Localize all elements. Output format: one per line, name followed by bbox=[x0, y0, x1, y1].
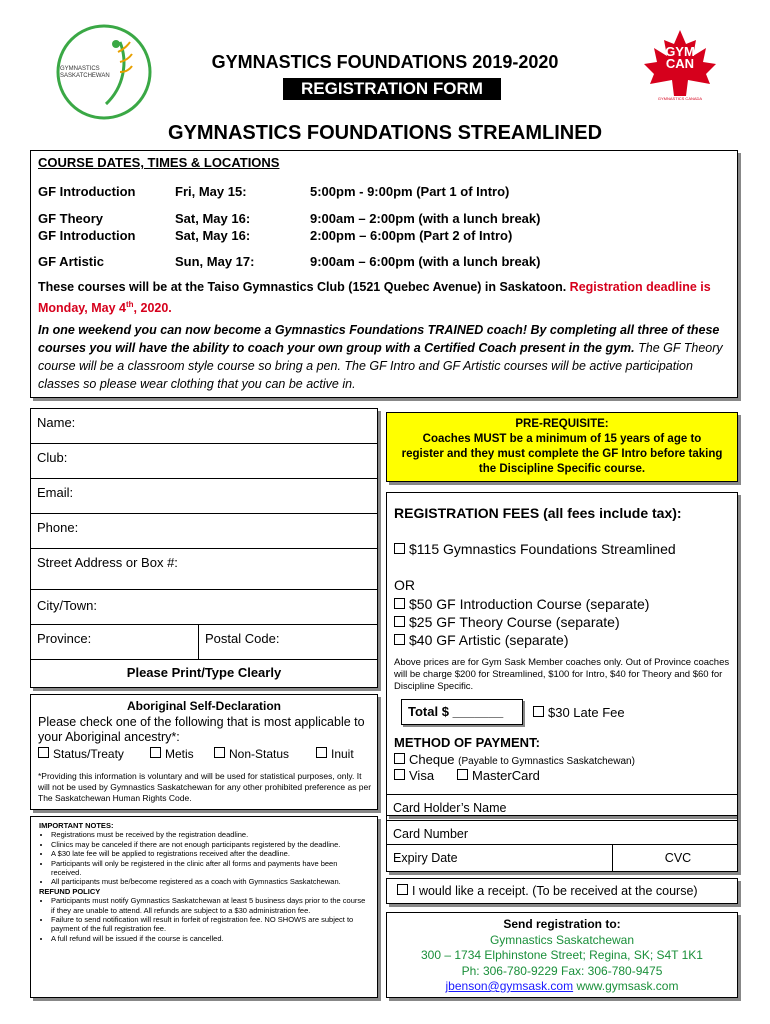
send-phone: Ph: 306-780-9229 Fax: 306-780-9475 bbox=[461, 963, 663, 978]
mastercard-label: MasterCard bbox=[472, 768, 540, 783]
note-item: • Participants will only be registered in the clinic after all forms and payments have been received. bbox=[51, 859, 369, 878]
postal-code-field[interactable] bbox=[199, 625, 377, 660]
total-field[interactable] bbox=[401, 699, 523, 725]
payment-visa[interactable] bbox=[394, 768, 434, 783]
course-time: 9:00am – 6:00pm (with a lunch break) bbox=[310, 254, 541, 269]
receipt-label: I would like a receipt. (To be received at the course) bbox=[412, 884, 698, 898]
prereq-heading: PRE-REQUISITE: bbox=[515, 418, 609, 430]
fees-or: OR bbox=[394, 577, 415, 593]
visa-label: Visa bbox=[409, 768, 435, 783]
expiry-label: Expiry Date bbox=[393, 851, 458, 865]
cheque-label: Cheque bbox=[409, 752, 455, 767]
club-label: Club: bbox=[37, 450, 68, 465]
intro-paragraph bbox=[38, 321, 728, 393]
cvc-field[interactable] bbox=[613, 845, 737, 871]
payment-heading: METHOD OF PAYMENT: bbox=[394, 735, 540, 750]
option-label: Status/Treaty bbox=[53, 747, 124, 761]
card-holder-field[interactable] bbox=[387, 795, 737, 821]
option-metis[interactable] bbox=[150, 747, 194, 761]
fees-heading: REGISTRATION FEES (all fees include tax): bbox=[394, 505, 682, 521]
card-number-field[interactable] bbox=[387, 821, 737, 845]
important-notes bbox=[30, 816, 378, 998]
send-website-link[interactable]: www.gymsask.com bbox=[576, 979, 679, 993]
logo-text-line: GYMNASTICS bbox=[60, 66, 100, 72]
main-title: GYMNASTICS FOUNDATIONS STREAMLINED bbox=[167, 122, 603, 144]
fee-option-theory[interactable] bbox=[394, 613, 649, 631]
checkbox-icon bbox=[394, 543, 405, 554]
payment-cheque[interactable] bbox=[394, 752, 635, 767]
fees-note: Above prices are for Gym Sask Member coaches only. Out of Province coaches will be charge $200 for Streamlined, $100 for Intro, $40 for Theory and $60 for Discipline Specific. bbox=[394, 657, 730, 692]
email-field[interactable] bbox=[31, 479, 377, 514]
refund-item: • A full refund will be issued if the course is cancelled. bbox=[51, 934, 369, 943]
course-time: 5:00pm - 9:00pm (Part 1 of Intro) bbox=[310, 184, 510, 199]
refund-heading: REFUND POLICY bbox=[39, 886, 101, 896]
course-date: Fri, May 15: bbox=[175, 184, 247, 199]
option-label: Non-Status bbox=[229, 747, 290, 761]
intro-rest: The GF Theory course will be a classroom style course so bring a pen. The GF Intro and GF Artistic courses will be active participation classes so please wear clothing that you can be active in. bbox=[38, 341, 723, 391]
aboriginal-footnote: *Providing this information is voluntary and will be used for statistical purposes, only. It will not be used by Gymnastics Saskatchewan for any other prohibited preference as per The Saskatchewan Human Rights Code. bbox=[38, 771, 372, 803]
notes-heading: IMPORTANT NOTES: bbox=[39, 821, 114, 830]
send-heading: Send registration to: bbox=[503, 917, 621, 931]
fee-option-intro[interactable] bbox=[394, 595, 649, 613]
course-date: Sun, May 17: bbox=[175, 254, 255, 269]
print-note: Please Print/Type Clearly bbox=[126, 665, 282, 680]
city-label: City/Town: bbox=[37, 598, 97, 613]
deadline-text: Registration deadline is Monday, May 4 bbox=[38, 280, 711, 316]
fees-box bbox=[386, 492, 738, 816]
course-name: GF Artistic bbox=[38, 254, 104, 269]
checkbox-icon bbox=[214, 747, 225, 758]
checkbox-icon bbox=[394, 598, 405, 609]
location-paragraph bbox=[38, 279, 728, 317]
phone-field[interactable] bbox=[31, 514, 377, 549]
refund-item: • Failure to send notification will result in forfeit of registration fee. NO SHOWS are subject to payment of the full registration fee. bbox=[51, 915, 369, 934]
expiry-field[interactable] bbox=[387, 845, 613, 871]
city-field[interactable] bbox=[31, 590, 377, 625]
deadline-end: , 2020. bbox=[133, 301, 172, 316]
note-item: • A $30 late fee will be applied to registrations received after the deadline. bbox=[51, 849, 369, 858]
checkbox-icon bbox=[394, 769, 405, 780]
deadline-sup: th bbox=[125, 300, 134, 309]
course-time: 2:00pm – 6:00pm (Part 2 of Intro) bbox=[310, 228, 513, 243]
logo-tagline: GYMNASTICS CANADA bbox=[657, 96, 703, 101]
prereq-text: Coaches MUST be a minimum of 15 years of age to register and they must complete the GF Intro before taking the Discipline Specific course. bbox=[401, 433, 723, 475]
fee-option-streamlined[interactable] bbox=[394, 541, 676, 557]
address-label: Street Address or Box #: bbox=[37, 555, 178, 570]
option-non-status[interactable] bbox=[214, 747, 289, 761]
postal-label: Postal Code: bbox=[205, 631, 280, 646]
total-label: Total $ bbox=[408, 704, 449, 719]
note-item: • Registrations must be received by the registration deadline. bbox=[51, 830, 369, 839]
option-status-treaty[interactable] bbox=[38, 747, 124, 761]
late-fee-option[interactable] bbox=[533, 705, 625, 720]
prerequisite-box bbox=[386, 412, 738, 482]
intro-bold: In one weekend you can now become a Gymnastics Foundations TRAINED coach! By completing all three of these courses you will have the ability to coach your own group with a Certified Coach present in the gym. bbox=[38, 323, 720, 355]
checkbox-icon bbox=[533, 706, 544, 717]
gymcan-logo bbox=[640, 28, 720, 108]
receipt-option[interactable] bbox=[386, 878, 738, 904]
payment-mastercard[interactable] bbox=[457, 768, 540, 783]
aboriginal-question: Please check one of the following that is most applicable to your Aboriginal ancestry*: bbox=[38, 715, 365, 744]
checkbox-icon bbox=[457, 769, 468, 780]
aboriginal-declaration bbox=[30, 694, 378, 810]
checkbox-icon bbox=[316, 747, 327, 758]
checkbox-icon bbox=[150, 747, 161, 758]
cheque-note: (Payable to Gymnastics Saskatchewan) bbox=[458, 756, 635, 767]
course-name: GF Introduction bbox=[38, 184, 136, 199]
form-title: GYMNASTICS FOUNDATIONS 2019-2020 bbox=[211, 52, 559, 72]
note-item: • Clinics may be canceled if there are not enough participants registered by the deadline. bbox=[51, 840, 369, 849]
checkbox-icon bbox=[38, 747, 49, 758]
phone-label: Phone: bbox=[37, 520, 79, 535]
logo-text-line: CAN bbox=[665, 56, 695, 71]
send-org: Gymnastics Saskatchewan bbox=[489, 932, 635, 947]
form-subtitle: REGISTRATION FORM bbox=[283, 78, 501, 100]
note-item: • All participants must be/become registered as a coach with Gymnastics Saskatchewan. bbox=[51, 877, 369, 886]
course-info-box bbox=[30, 150, 738, 398]
registrant-form bbox=[30, 408, 378, 688]
course-name: GF Theory bbox=[38, 211, 104, 226]
logo-text-line: SASKATCHEWAN bbox=[60, 73, 110, 79]
location-text: These courses will be at the Taiso Gymnastics Club (1521 Quebec Avenue) in Saskatoon. bbox=[38, 280, 567, 294]
send-address: 300 – 1734 Elphinstone Street; Regina, SK; S4T 1K1 bbox=[421, 948, 703, 962]
course-name: GF Introduction bbox=[38, 228, 136, 243]
card-holder-label: Card Holder’s Name bbox=[393, 801, 507, 815]
checkbox-icon bbox=[397, 884, 408, 895]
club-field[interactable] bbox=[31, 444, 377, 479]
name-label: Name: bbox=[37, 415, 76, 430]
logo-text-line: GYM bbox=[665, 44, 695, 59]
refund-item: • Participants must notify Gymnastics Saskatchewan at least 5 business days prior to the course if they are unable to attend. All refunds are subject to a $30 administration fee. bbox=[51, 896, 369, 915]
fee-label: $25 GF Theory Course (separate) bbox=[409, 614, 620, 630]
checkbox-icon bbox=[394, 616, 405, 627]
option-label: Metis bbox=[165, 747, 194, 761]
fee-label: $50 GF Introduction Course (separate) bbox=[409, 596, 650, 612]
province-label: Province: bbox=[37, 631, 92, 646]
fee-label: $115 Gymnastics Foundations Streamlined bbox=[409, 541, 676, 557]
checkbox-icon bbox=[394, 753, 405, 764]
fee-option-artistic[interactable] bbox=[394, 631, 649, 649]
late-fee-label: $30 Late Fee bbox=[548, 705, 625, 720]
send-email-link[interactable]: jbenson@gymsask.com bbox=[445, 979, 574, 993]
card-number-label: Card Number bbox=[393, 827, 469, 841]
course-time: 9:00am – 2:00pm (with a lunch break) bbox=[310, 211, 541, 226]
email-label: Email: bbox=[37, 485, 74, 500]
send-registration-box bbox=[386, 912, 738, 998]
checkbox-icon bbox=[394, 634, 405, 645]
course-date: Sat, May 16: bbox=[175, 211, 251, 226]
option-inuit[interactable] bbox=[316, 747, 354, 761]
option-label: Inuit bbox=[331, 747, 354, 761]
address-field[interactable] bbox=[31, 549, 377, 590]
cvc-label: CVC bbox=[664, 851, 692, 865]
card-details bbox=[386, 794, 738, 872]
course-heading: COURSE DATES, TIMES & LOCATIONS bbox=[38, 155, 280, 170]
total-blank: _______ bbox=[452, 704, 504, 719]
course-date: Sat, May 16: bbox=[175, 228, 251, 243]
fee-label: $40 GF Artistic (separate) bbox=[409, 632, 569, 648]
name-field[interactable] bbox=[31, 409, 377, 444]
aboriginal-heading: Aboriginal Self-Declaration bbox=[126, 699, 282, 713]
province-field[interactable] bbox=[31, 625, 199, 660]
